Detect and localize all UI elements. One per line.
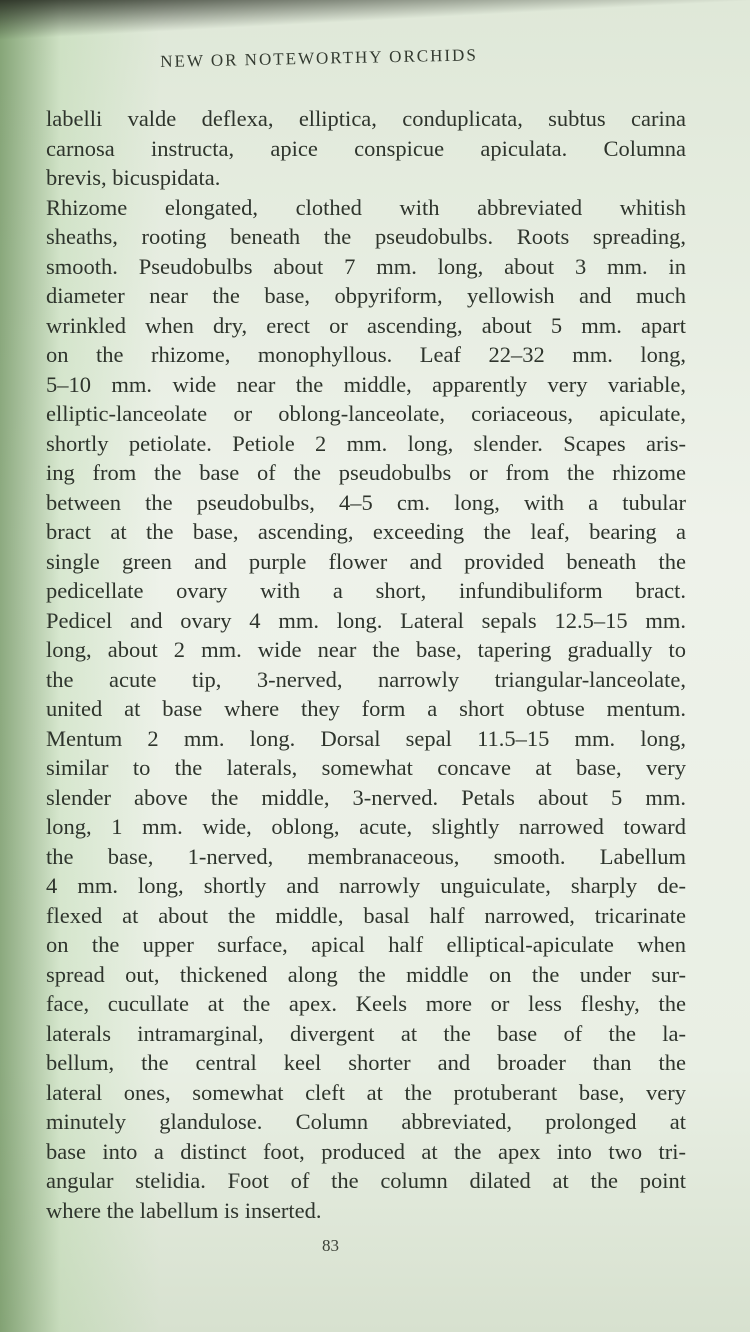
text-line: long, 1 mm. wide, oblong, acute, slightly narrowed toward [46, 814, 686, 839]
text-line: minutely glandulose. Column abbreviated, prolonged at [46, 1109, 686, 1134]
body-text [46, 104, 686, 1225]
text-line: brevis, bicuspidata. [46, 165, 221, 190]
text-line: between the pseudobulbs, 4–5 cm. long, with a tubular [46, 489, 686, 515]
text-line: angular stelidia. Foot of the column dilated at the point [46, 1168, 686, 1193]
text-line: the base, 1-nerved, membranaceous, smooth. Labellum [46, 843, 686, 869]
text-line: Rhizome elongated, clothed with abbreviated whitish [46, 194, 686, 220]
text-line: where the labellum is inserted. [46, 1197, 322, 1223]
text-line: elliptic-lanceolate or oblong-lanceolate, coriaceous, apiculate, [46, 401, 686, 426]
text-line: carnosa instructa, apice conspicue apiculata. Columna [46, 135, 686, 161]
text-line: bract at the base, ascending, exceeding the leaf, bearing a [46, 519, 686, 544]
text-line: pedicellate ovary with a short, infundibuliform bract. [46, 578, 686, 603]
text-line: smooth. Pseudobulbs about 7 mm. long, about 3 mm. in [46, 253, 686, 279]
text-line: labelli valde deflexa, elliptica, conduplicata, subtus carina [46, 106, 686, 131]
text-line: wrinkled when dry, erect or ascending, about 5 mm. apart [46, 312, 686, 338]
text-line: shortly petiolate. Petiole 2 mm. long, slender. Scapes aris- [46, 430, 686, 456]
text-line: on the rhizome, monophyllous. Leaf 22–32 mm. long, [46, 342, 686, 367]
text-line: similar to the laterals, somewhat concave at base, very [46, 755, 686, 780]
text-line: on the upper surface, apical half elliptical-apiculate when [46, 932, 686, 957]
text-line: sheaths, rooting beneath the pseudobulbs. Roots spreading, [46, 224, 686, 249]
text-line: single green and purple flower and provided beneath the [46, 548, 686, 574]
text-line: face, cucullate at the apex. Keels more or less fleshy, the [46, 991, 686, 1016]
text-line: Mentum 2 mm. long. Dorsal sepal 11.5–15 mm. long, [46, 725, 686, 751]
text-line: laterals intramarginal, divergent at the base of the la- [46, 1020, 686, 1046]
text-line: spread out, thickened along the middle on the under sur- [46, 961, 686, 987]
text-line: base into a distinct foot, produced at the apex into two tri- [46, 1138, 686, 1164]
text-line: slender above the middle, 3-nerved. Petals about 5 mm. [46, 784, 686, 810]
text-line: the acute tip, 3-nerved, narrowly triangular-lanceolate, [46, 666, 686, 692]
text-line: diameter near the base, obpyriform, yellowish and much [46, 283, 686, 308]
text-line: long, about 2 mm. wide near the base, tapering gradually to [46, 637, 686, 662]
text-line: lateral ones, somewhat cleft at the protuberant base, very [46, 1079, 686, 1105]
text-line: bellum, the central keel shorter and broader than the [46, 1050, 686, 1075]
text-line: Pedicel and ovary 4 mm. long. Lateral sepals 12.5–15 mm. [46, 607, 686, 633]
page-number: 83 [322, 1236, 339, 1255]
text-line: 4 mm. long, shortly and narrowly unguiculate, sharply de- [46, 873, 686, 898]
text-line: 5–10 mm. wide near the middle, apparently very variable, [46, 371, 686, 397]
text-line: flexed at about the middle, basal half narrowed, tricarinate [46, 902, 686, 928]
text-line: ing from the base of the pseudobulbs or from the rhizome [46, 460, 686, 485]
running-header: NEW OR NOTEWORTHY ORCHIDS [160, 45, 479, 71]
text-line: united at base where they form a short obtuse mentum. [46, 696, 686, 721]
